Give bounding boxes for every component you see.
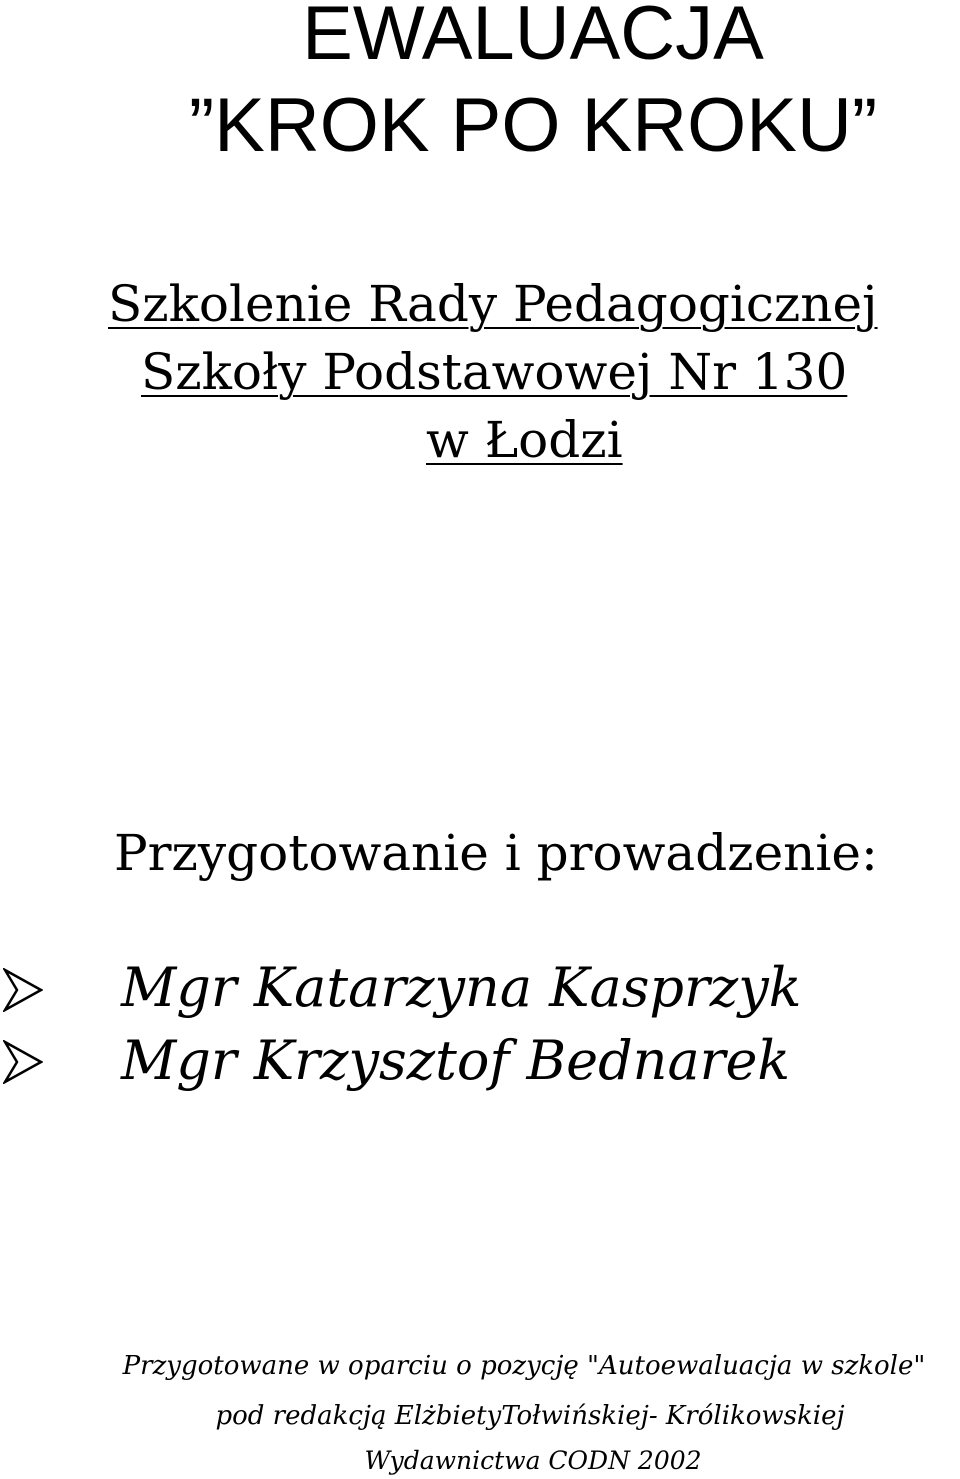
source-note-line-2: pod redakcją ElżbietyTołwińskiej- Królikowskiej bbox=[215, 1401, 845, 1431]
subtitle-line-1: Szkolenie Rady Pedagogicznej bbox=[108, 275, 878, 333]
preparation-heading: Przygotowanie i prowadzenie: bbox=[114, 824, 878, 882]
source-note-line-1: Przygotowane w oparciu o pozycję "Autoewaluacja w szkole" bbox=[122, 1351, 926, 1381]
presenter-name: Mgr Katarzyna Kasprzyk bbox=[121, 956, 802, 1019]
source-note-line-3: Wydawnictwa CODN 2002 bbox=[364, 1446, 702, 1475]
arrowhead-bullet-icon bbox=[3, 1040, 43, 1084]
subtitle-line-2: Szkoły Podstawowej Nr 130 bbox=[141, 343, 848, 401]
document-title-line-2: ”KROK PO KROKU” bbox=[188, 83, 878, 168]
presenter-name: Mgr Krzysztof Bednarek bbox=[121, 1029, 791, 1092]
subtitle-line-3: w Łodzi bbox=[426, 411, 623, 469]
arrowhead-bullet-icon bbox=[3, 968, 43, 1012]
document-title-line-1: EWALUACJA bbox=[302, 0, 764, 76]
